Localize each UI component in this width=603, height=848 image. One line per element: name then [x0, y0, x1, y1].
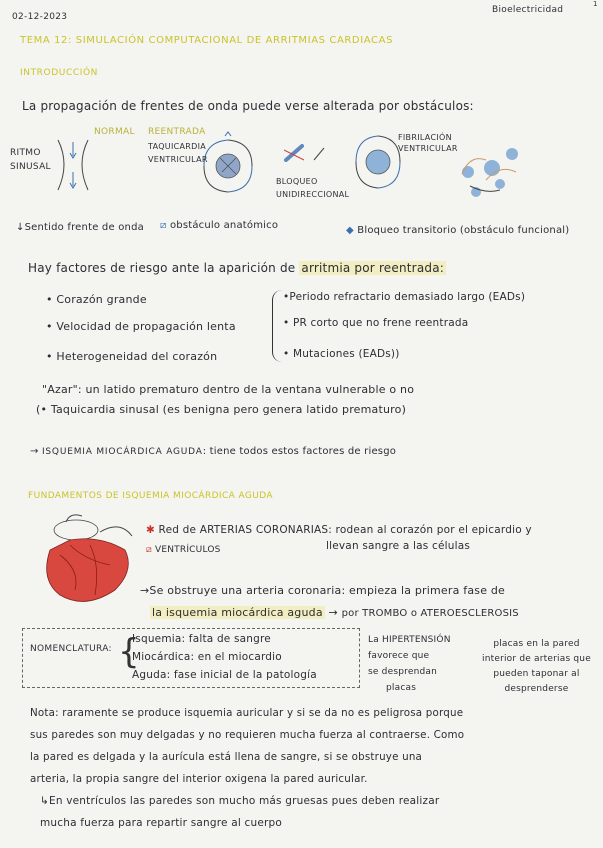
ventriculos-block: ↳En ventrículos las paredes son mucho más gruesas pues deben realizar mucha fuerza para repartir sangre al cuerpo — [40, 795, 440, 829]
risk-left-item: • Heterogeneidad del corazón — [46, 350, 218, 363]
arrow-down-icon: ↓ — [16, 222, 25, 233]
wavefront-diagram — [0, 124, 603, 224]
subject-label: Bioelectricidad — [492, 5, 564, 15]
obstruye-2: la isquemia miocárdica aguda → por TROMBO o ATEROESCLEROSIS — [152, 606, 519, 619]
fundamentos-heading: FUNDAMENTOS DE ISQUEMIA MIOCÁRDICA AGUDA — [28, 491, 273, 501]
brace: { — [118, 632, 140, 672]
obstacle-icon: ⧄ — [160, 220, 167, 231]
intro-heading: INTRODUCCIÓN — [20, 68, 98, 78]
nomenclatura-item: Aguda: fase inicial de la patología — [132, 669, 317, 681]
label-reentrada: REENTRADA — [148, 127, 206, 137]
risk-right-item: • PR corto que no frene reentrada — [283, 317, 469, 329]
risk-left-item: • Corazón grande — [46, 293, 147, 306]
legend-obstaculo: ⧄ obstáculo anatómico — [160, 220, 279, 231]
label-normal: NORMAL — [94, 127, 135, 137]
bloqueo-diagram — [284, 146, 324, 160]
page-title: TEMA 12: SIMULACIÓN COMPUTACIONAL DE ARRITMIAS CARDIACAS — [20, 35, 394, 46]
isquemia-line: → ISQUEMIA MIOCÁRDICA AGUDA: tiene todos estos factores de riesgo — [30, 446, 397, 457]
intro-sentence: La propagación de frentes de onda puede verse alterada por obstáculos: — [22, 99, 474, 113]
fibrilacion-chaos — [462, 148, 518, 197]
red-arterias-2: llevan sangre a las células — [326, 540, 471, 552]
azar-line: "Azar": un latido prematuro dentro de la ventana vulnerable o no — [42, 383, 415, 396]
hipertension-note: La HIPERTENSIÓN favorece que se desprendan placas — [368, 635, 451, 693]
label-taquicardia: TAQUICARDIA VENTRICULAR — [148, 142, 208, 164]
risk-left-item: • Velocidad de propagación lenta — [46, 320, 236, 333]
page-number: 1 — [593, 0, 598, 8]
risk-intro: Hay factores de riesgo ante la aparición de arritmia por reentrada: — [28, 261, 444, 275]
nomenclatura-label: NOMENCLATURA: — [30, 644, 112, 654]
date: 02-12-2023 — [12, 12, 68, 22]
placas-note: placas en la pared interior de arterias que pueden taponar al desprenderse — [482, 639, 591, 694]
asterisk-icon: ✱ — [146, 524, 155, 536]
heart-drawing — [30, 510, 148, 610]
risk-right-item: • Mutaciones (EADs)) — [283, 348, 400, 360]
risk-intro-highlight: arritmia por reentrada: — [301, 261, 444, 275]
normal-diagram — [58, 140, 88, 190]
nomenclatura-item: Isquemia: falta de sangre — [132, 633, 271, 645]
label-bloqueo: BLOQUEO UNIDIRECCIONAL — [276, 177, 350, 199]
ventriculos-label: ⧄ VENTRÍCULOS — [146, 545, 221, 555]
nomenclatura-item: Miocárdica: en el miocardio — [132, 651, 282, 663]
fibrilacion-diagram — [356, 136, 400, 188]
diamond-icon: ◆ — [346, 225, 354, 236]
nota-block: Nota: raramente se produce isquemia auricular y si se da no es peligrosa porque sus paredes son muy delgadas y no requieren mucha fuerza al contraerse. Como la pared es delgada y la aurícula está llena de sangre, si se obstruye una arteria, la propia sangre del interior oxigena la pared auricular. — [30, 707, 465, 785]
obstruye-1: →Se obstruye una arteria coronaria: empieza la primera fase de — [140, 584, 506, 597]
taquicardia-line: (• Taquicardia sinusal (es benigna pero genera latido prematuro) — [36, 403, 407, 416]
legend-bloqueo: ◆ Bloqueo transitorio (obstáculo funcional) — [346, 225, 570, 236]
red-arterias: ✱ Red de ARTERIAS CORONARIAS: rodean al corazón por el epicardio y — [146, 524, 532, 536]
risk-right-item: •Periodo refractario demasiado largo (EADs) — [283, 291, 526, 303]
hatch-icon: ⧄ — [146, 545, 152, 555]
legend-frente: ↓Sentido frente de onda — [16, 222, 144, 233]
label-ritmo-sinusal: RITMO SINUSAL — [10, 148, 51, 172]
label-fibrilacion: FIBRILACIÓN VENTRICULAR — [398, 133, 458, 153]
